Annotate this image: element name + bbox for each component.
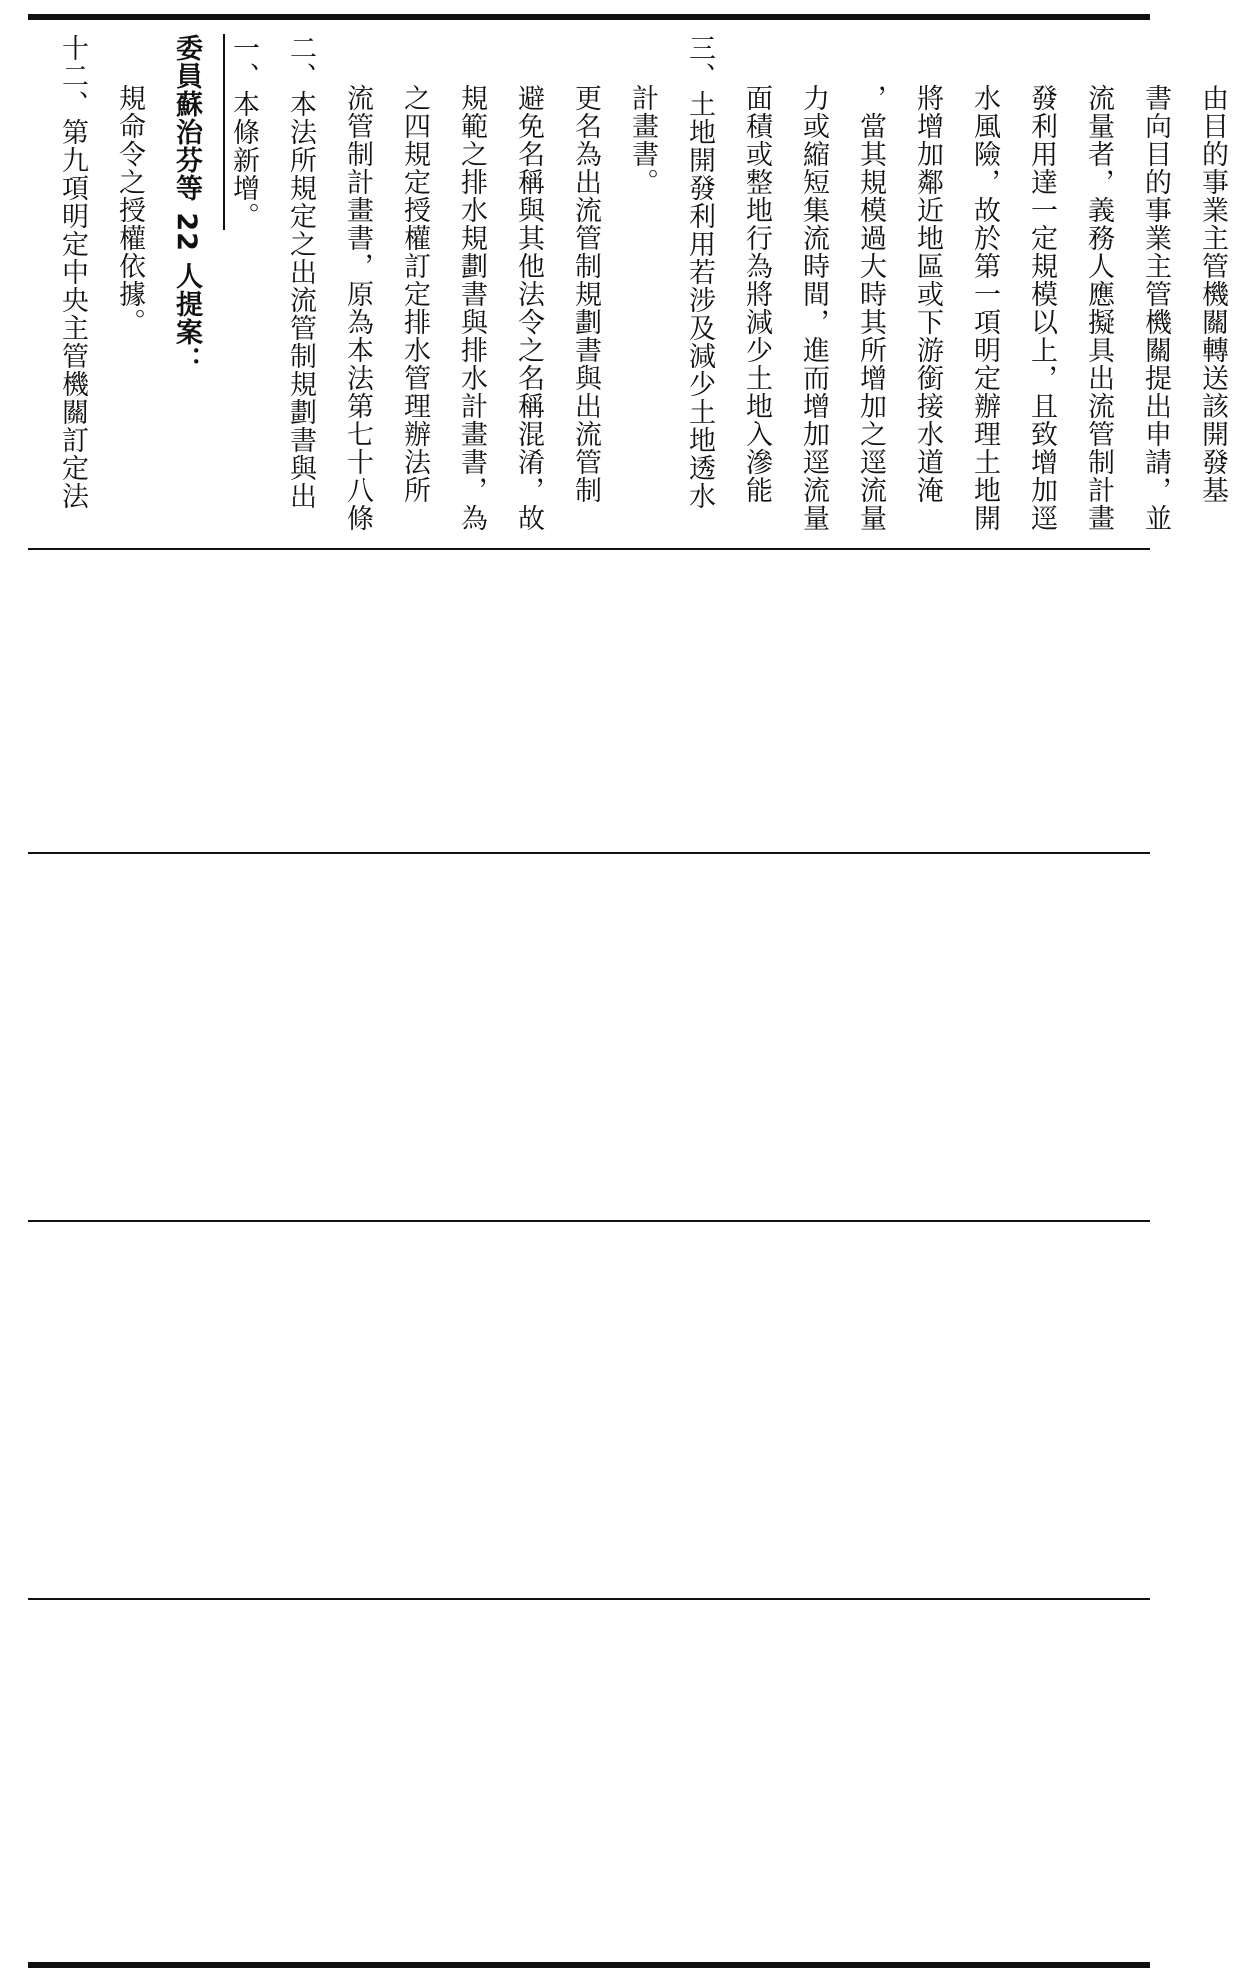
text-line: 更名為出流管制規劃書與出流管制 [570, 84, 601, 504]
text-line: 發利用達一定規模以上，且致增加逕 [1026, 84, 1057, 532]
divider-2 [28, 852, 1150, 854]
text-line: 水風險，故於第一項明定辦理土地開 [969, 84, 1000, 532]
divider-3 [28, 1220, 1150, 1222]
text-line: 一、本條新增。 [228, 34, 259, 230]
top-rule [28, 14, 1150, 20]
text-line: 流量者，義務人應擬具出流管制計畫 [1083, 84, 1114, 532]
text-line: 二、本法所規定之出流管制規劃書與出 [285, 34, 316, 510]
text-line: 之四規定授權訂定排水管理辦法所 [399, 84, 430, 504]
text-line: 面積或整地行為將減少土地入滲能 [741, 84, 772, 504]
text-line: 將增加鄰近地區或下游銜接水道淹 [912, 84, 943, 504]
text-line: 流管制計畫書，原為本法第七十八條 [342, 84, 373, 532]
text-line: 規範之排水規劃書與排水計畫書，為 [456, 84, 487, 532]
text-line: 計畫書。 [627, 84, 658, 196]
text-line: 由目的事業主管機關轉送該開發基 [1197, 84, 1228, 504]
rotated-text-block [44, 34, 1228, 532]
divider-1 [28, 548, 1150, 550]
bottom-rule [28, 1962, 1150, 1968]
text-line: 力或縮短集流時間，進而增加逕流量 [798, 84, 829, 532]
text-line: 規命令之授權依據。 [114, 84, 145, 336]
text-line: 避免名稱與其他法令之名稱混淆，故 [513, 84, 544, 532]
text-line: 書向目的事業主管機關提出申請，並 [1140, 84, 1171, 532]
text-line: 三、土地開發利用若涉及減少土地透水 [684, 34, 715, 510]
text-line-heading: 委員蘇治芬等 22 人提案： [171, 34, 202, 375]
text-line: 十二、第九項明定中央主管機關訂定法 [57, 34, 88, 510]
text-line: ，當其規模過大時其所增加之逕流量 [855, 84, 886, 532]
divider-4 [28, 1598, 1150, 1600]
